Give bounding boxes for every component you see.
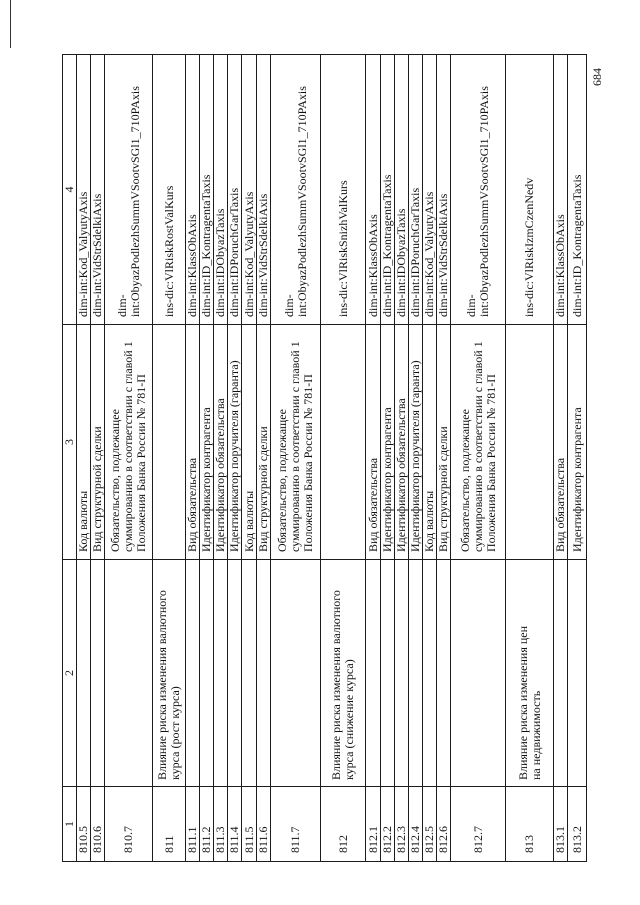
indicator-name-cell — [214, 560, 228, 787]
row-number-cell: 811.3 — [214, 787, 228, 862]
attribute-cell — [506, 325, 554, 560]
row-number-cell: 813.2 — [568, 787, 587, 862]
header-row — [63, 55, 77, 862]
row-number-cell: 811.6 — [257, 787, 271, 862]
row-number-cell: 811.2 — [200, 787, 214, 862]
attribute-cell: Идентификатор контрагента — [381, 325, 395, 560]
indicator-name-cell — [366, 560, 381, 787]
element-code-cell: dim-int:VidStrSdelkiAxis — [257, 55, 271, 325]
indicator-name-cell — [228, 560, 242, 787]
table-row — [257, 55, 271, 862]
attribute-cell — [153, 325, 186, 560]
table-row — [321, 55, 366, 862]
table-row — [91, 55, 105, 862]
table-row — [214, 55, 228, 862]
indicator-name-cell — [186, 560, 200, 787]
table-row — [451, 55, 506, 862]
element-code-cell: dim-int:IDPoruchGarTaxis — [409, 55, 423, 325]
table-row — [423, 55, 437, 862]
table-row — [568, 55, 587, 862]
row-number-cell: 810.5 — [77, 787, 91, 862]
table-row — [271, 55, 321, 862]
attribute-cell: Вид обязательства — [186, 325, 200, 560]
indicator-name-cell — [568, 560, 587, 787]
row-number-cell: 812 — [321, 787, 366, 862]
attribute-cell: Идентификатор обязательства — [214, 325, 228, 560]
column-header-2: 2 — [63, 560, 77, 787]
indicator-name-cell — [395, 560, 409, 787]
column-header-4: 4 — [63, 55, 77, 325]
attribute-cell: Вид обязательства — [366, 325, 381, 560]
row-number-cell: 812.6 — [437, 787, 451, 862]
attribute-cell: Код валюты — [77, 325, 91, 560]
element-code-cell: dim-int:IDObyazTaxis — [214, 55, 228, 325]
indicator-name-cell — [105, 560, 153, 787]
indicator-name-cell — [437, 560, 451, 787]
row-number-cell: 813.1 — [554, 787, 568, 862]
table-row — [409, 55, 423, 862]
indicator-name-cell — [423, 560, 437, 787]
attribute-cell: Вид структурной сделки — [437, 325, 451, 560]
table-row — [200, 55, 214, 862]
column-header-1: 1 — [63, 787, 77, 862]
row-number-cell: 812.1 — [366, 787, 381, 862]
attribute-cell: Вид обязательства — [554, 325, 568, 560]
attribute-cell: Вид структурной сделки — [91, 325, 105, 560]
indicator-name-cell — [409, 560, 423, 787]
attribute-cell — [321, 325, 366, 560]
element-code-cell: ins-dic:VlRiskSnizhValKurs — [321, 55, 366, 325]
element-code-cell: dim-int:KlassObAxis — [554, 55, 568, 325]
attribute-cell: Код валюты — [423, 325, 437, 560]
indicator-name-cell — [271, 560, 321, 787]
attribute-cell: Обязательство, подлежащее суммированию в соответствии с главой 1 Положения Банка России № 781-П — [271, 325, 321, 560]
table-row — [105, 55, 153, 862]
table-row — [153, 55, 186, 862]
table-row — [228, 55, 242, 862]
table-row — [506, 55, 554, 862]
row-number-cell: 812.5 — [423, 787, 437, 862]
element-code-cell: ins-dic:VlRiskRostValKurs — [153, 55, 186, 325]
indicator-name-cell: Влияние риска изменения валютного курса (снижение курса) — [321, 560, 366, 787]
table-row — [395, 55, 409, 862]
row-number-cell: 811.4 — [228, 787, 242, 862]
rotated-table-sheet — [62, 55, 587, 862]
table-row — [77, 55, 91, 862]
element-code-cell: dim-int:ObyazPodlezhSummVSootvSGl1_710PAxis — [105, 55, 153, 325]
column-header-3: 3 — [63, 325, 77, 560]
element-code-cell: dim-int:ID_KontragentaTaxis — [381, 55, 395, 325]
element-code-cell: dim-int:IDPoruchGarTaxis — [228, 55, 242, 325]
row-number-cell: 811 — [153, 787, 186, 862]
taxonomy-table — [62, 54, 587, 862]
row-number-cell: 813 — [506, 787, 554, 862]
row-number-cell: 812.4 — [409, 787, 423, 862]
row-number-cell: 810.7 — [105, 787, 153, 862]
table-row — [366, 55, 381, 862]
table-row — [554, 55, 568, 862]
element-code-cell: dim-int:ID_KontragentaTaxis — [568, 55, 587, 325]
attribute-cell: Идентификатор поручителя (гаранта) — [228, 325, 242, 560]
table-row — [437, 55, 451, 862]
indicator-name-cell — [257, 560, 271, 787]
page-number: 684 — [590, 68, 604, 86]
attribute-cell: Обязательство, подлежащее суммированию в соответствии с главой 1 Положения Банка России № 781-П — [451, 325, 506, 560]
scan-edge-line — [10, 0, 11, 48]
element-code-cell: dim-int:ObyazPodlezhSummVSootvSGl1_710PAxis — [451, 55, 506, 325]
indicator-name-cell — [200, 560, 214, 787]
attribute-cell: Идентификатор поручителя (гаранта) — [409, 325, 423, 560]
row-number-cell: 811.5 — [242, 787, 257, 862]
indicator-name-cell — [381, 560, 395, 787]
element-code-cell: ins-dic:VlRiskIzmCzenNedv — [506, 55, 554, 325]
attribute-cell: Идентификатор контрагента — [200, 325, 214, 560]
element-code-cell: dim-int:ID_KontragentaTaxis — [200, 55, 214, 325]
element-code-cell: dim-int:ObyazPodlezhSummVSootvSGl1_710PAxis — [271, 55, 321, 325]
indicator-name-cell — [451, 560, 506, 787]
row-number-cell: 810.6 — [91, 787, 105, 862]
table-row — [186, 55, 200, 862]
attribute-cell: Идентификатор обязательства — [395, 325, 409, 560]
attribute-cell: Код валюты — [242, 325, 257, 560]
row-number-cell: 812.7 — [451, 787, 506, 862]
attribute-cell: Обязательство, подлежащее суммированию в соответствии с главой 1 Положения Банка России № 781-П — [105, 325, 153, 560]
table-row — [242, 55, 257, 862]
attribute-cell: Вид структурной сделки — [257, 325, 271, 560]
indicator-name-cell — [554, 560, 568, 787]
element-code-cell: dim-int:KlassObAxis — [186, 55, 200, 325]
element-code-cell: dim-int:VidStrSdelkiAxis — [437, 55, 451, 325]
indicator-name-cell — [91, 560, 105, 787]
indicator-name-cell: Влияние риска изменения валютного курса (рост курса) — [153, 560, 186, 787]
row-number-cell: 812.3 — [395, 787, 409, 862]
element-code-cell: dim-int:IDObyazTaxis — [395, 55, 409, 325]
element-code-cell: dim-int:Kod_ValyutyAxis — [77, 55, 91, 325]
attribute-cell: Идентификатор контрагента — [568, 325, 587, 560]
element-code-cell: dim-int:KlassObAxis — [366, 55, 381, 325]
element-code-cell: dim-int:VidStrSdelkiAxis — [91, 55, 105, 325]
row-number-cell: 812.2 — [381, 787, 395, 862]
indicator-name-cell — [77, 560, 91, 787]
element-code-cell: dim-int:Kod_ValyutyAxis — [242, 55, 257, 325]
row-number-cell: 811.7 — [271, 787, 321, 862]
element-code-cell: dim-int:Kod_ValyutyAxis — [423, 55, 437, 325]
indicator-name-cell — [242, 560, 257, 787]
table-row — [381, 55, 395, 862]
indicator-name-cell: Влияние риска изменения цен на недвижимость — [506, 560, 554, 787]
row-number-cell: 811.1 — [186, 787, 200, 862]
